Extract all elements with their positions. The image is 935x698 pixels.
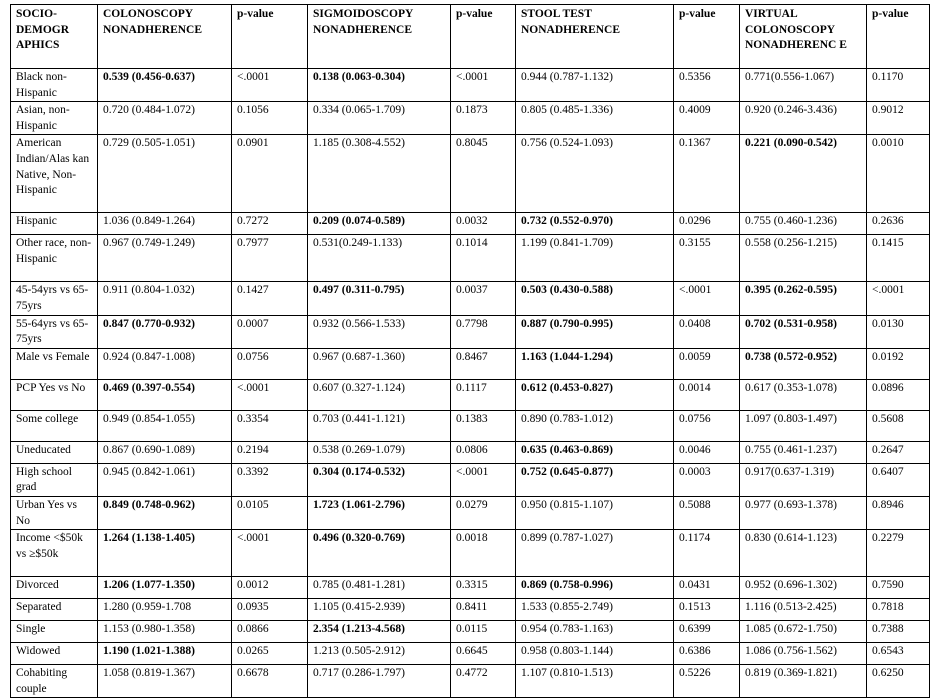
stool-test-p-value-cell: <.0001 bbox=[674, 282, 740, 315]
row-label: Uneducated bbox=[11, 441, 98, 463]
virtual-colonoscopy-or-cell: 1.086 (0.756-1.562) bbox=[740, 643, 867, 665]
virtual-colonoscopy-p-value-cell: 0.0192 bbox=[867, 348, 930, 379]
stool-test-p-value-cell: 0.4009 bbox=[674, 102, 740, 135]
table-row bbox=[11, 463, 930, 496]
colonoscopy-or-cell: 1.264 (1.138-1.405) bbox=[98, 530, 232, 577]
stool-test-p-value-cell: 0.6399 bbox=[674, 621, 740, 643]
sigmoidoscopy-or-cell: 0.334 (0.065-1.709) bbox=[308, 102, 451, 135]
table-row bbox=[11, 441, 930, 463]
header-stool-test: STOOL TEST NONADHERENCE bbox=[516, 5, 674, 69]
table-row bbox=[11, 348, 930, 379]
sigmoidoscopy-or-cell: 0.538 (0.269-1.079) bbox=[308, 441, 451, 463]
colonoscopy-or-cell: 0.469 (0.397-0.554) bbox=[98, 379, 232, 410]
virtual-colonoscopy-p-value-cell: 0.1415 bbox=[867, 235, 930, 282]
virtual-colonoscopy-or-cell: 1.085 (0.672-1.750) bbox=[740, 621, 867, 643]
virtual-colonoscopy-p-value-cell: 0.2279 bbox=[867, 530, 930, 577]
stool-test-or-cell: 1.199 (0.841-1.709) bbox=[516, 235, 674, 282]
table-row bbox=[11, 530, 930, 577]
colonoscopy-p-value-cell: 0.0012 bbox=[232, 577, 308, 599]
sigmoidoscopy-or-cell: 0.496 (0.320-0.769) bbox=[308, 530, 451, 577]
header-socio-demographics: SOCIO-DEMOGR APHICS bbox=[11, 5, 98, 69]
stool-test-or-cell: 1.533 (0.855-2.749) bbox=[516, 599, 674, 621]
sigmoidoscopy-p-value-cell: <.0001 bbox=[451, 463, 516, 496]
virtual-colonoscopy-or-cell: 1.097 (0.803-1.497) bbox=[740, 410, 867, 441]
colonoscopy-or-cell: 1.206 (1.077-1.350) bbox=[98, 577, 232, 599]
row-label: High school grad bbox=[11, 463, 98, 496]
virtual-colonoscopy-or-cell: 0.558 (0.256-1.215) bbox=[740, 235, 867, 282]
colonoscopy-or-cell: 1.036 (0.849-1.264) bbox=[98, 213, 232, 235]
virtual-colonoscopy-or-cell: 0.395 (0.262-0.595) bbox=[740, 282, 867, 315]
stool-test-or-cell: 0.869 (0.758-0.996) bbox=[516, 577, 674, 599]
colonoscopy-or-cell: 0.867 (0.690-1.089) bbox=[98, 441, 232, 463]
table-row bbox=[11, 102, 930, 135]
sigmoidoscopy-or-cell: 0.932 (0.566-1.533) bbox=[308, 315, 451, 348]
colonoscopy-p-value-cell: 0.0105 bbox=[232, 496, 308, 529]
row-label: Other race, non-Hispanic bbox=[11, 235, 98, 282]
sigmoidoscopy-or-cell: 2.354 (1.213-4.568) bbox=[308, 621, 451, 643]
colonoscopy-p-value-cell: 0.6678 bbox=[232, 665, 308, 698]
virtual-colonoscopy-p-value-cell: 0.0010 bbox=[867, 135, 930, 213]
sigmoidoscopy-p-value-cell: 0.8467 bbox=[451, 348, 516, 379]
colonoscopy-p-value-cell: 0.7977 bbox=[232, 235, 308, 282]
table-row bbox=[11, 599, 930, 621]
colonoscopy-or-cell: 0.849 (0.748-0.962) bbox=[98, 496, 232, 529]
virtual-colonoscopy-or-cell: 0.830 (0.614-1.123) bbox=[740, 530, 867, 577]
virtual-colonoscopy-p-value-cell: 0.7818 bbox=[867, 599, 930, 621]
row-label: 55-64yrs vs 65-75yrs bbox=[11, 315, 98, 348]
sigmoidoscopy-p-value-cell: 0.6645 bbox=[451, 643, 516, 665]
table-row bbox=[11, 621, 930, 643]
virtual-colonoscopy-p-value-cell: 0.6543 bbox=[867, 643, 930, 665]
sigmoidoscopy-p-value-cell: 0.0037 bbox=[451, 282, 516, 315]
sigmoidoscopy-p-value-cell: 0.4772 bbox=[451, 665, 516, 698]
row-label: Hispanic bbox=[11, 213, 98, 235]
table-row bbox=[11, 135, 930, 213]
sigmoidoscopy-or-cell: 0.209 (0.074-0.589) bbox=[308, 213, 451, 235]
colonoscopy-or-cell: 1.190 (1.021-1.388) bbox=[98, 643, 232, 665]
colonoscopy-p-value-cell: 0.0935 bbox=[232, 599, 308, 621]
sigmoidoscopy-or-cell: 0.304 (0.174-0.532) bbox=[308, 463, 451, 496]
stool-test-p-value-cell: 0.1174 bbox=[674, 530, 740, 577]
stool-test-p-value-cell: 0.0431 bbox=[674, 577, 740, 599]
stool-test-p-value-cell: 0.0046 bbox=[674, 441, 740, 463]
colonoscopy-p-value-cell: <.0001 bbox=[232, 379, 308, 410]
row-label: Income <$50k vs ≥$50k bbox=[11, 530, 98, 577]
virtual-colonoscopy-p-value-cell: 0.7590 bbox=[867, 577, 930, 599]
virtual-colonoscopy-or-cell: 0.617 (0.353-1.078) bbox=[740, 379, 867, 410]
colonoscopy-p-value-cell: <.0001 bbox=[232, 530, 308, 577]
virtual-colonoscopy-p-value-cell: 0.6407 bbox=[867, 463, 930, 496]
sigmoidoscopy-or-cell: 0.138 (0.063-0.304) bbox=[308, 69, 451, 102]
sigmoidoscopy-p-value-cell: 0.1014 bbox=[451, 235, 516, 282]
colonoscopy-p-value-cell: 0.0265 bbox=[232, 643, 308, 665]
colonoscopy-or-cell: 1.280 (0.959-1.708 bbox=[98, 599, 232, 621]
header-virtual-colonoscopy: VIRTUAL COLONOSCOPY NONADHERENC E bbox=[740, 5, 867, 69]
stool-test-or-cell: 0.732 (0.552-0.970) bbox=[516, 213, 674, 235]
row-label: Single bbox=[11, 621, 98, 643]
colonoscopy-or-cell: 0.847 (0.770-0.932) bbox=[98, 315, 232, 348]
stool-test-or-cell: 0.954 (0.783-1.163) bbox=[516, 621, 674, 643]
row-label: Urban Yes vs No bbox=[11, 496, 98, 529]
sigmoidoscopy-p-value-cell: <.0001 bbox=[451, 69, 516, 102]
virtual-colonoscopy-or-cell: 0.738 (0.572-0.952) bbox=[740, 348, 867, 379]
stool-test-p-value-cell: 0.6386 bbox=[674, 643, 740, 665]
sigmoidoscopy-p-value-cell: 0.0032 bbox=[451, 213, 516, 235]
sigmoidoscopy-p-value-cell: 0.0018 bbox=[451, 530, 516, 577]
sigmoidoscopy-or-cell: 0.497 (0.311-0.795) bbox=[308, 282, 451, 315]
stool-test-p-value-cell: 0.0059 bbox=[674, 348, 740, 379]
colonoscopy-or-cell: 0.729 (0.505-1.051) bbox=[98, 135, 232, 213]
stool-test-p-value-cell: 0.5088 bbox=[674, 496, 740, 529]
colonoscopy-p-value-cell: 0.3354 bbox=[232, 410, 308, 441]
stool-test-or-cell: 0.899 (0.787-1.027) bbox=[516, 530, 674, 577]
virtual-colonoscopy-or-cell: 0.977 (0.693-1.378) bbox=[740, 496, 867, 529]
stool-test-or-cell: 0.612 (0.453-0.827) bbox=[516, 379, 674, 410]
sigmoidoscopy-or-cell: 0.703 (0.441-1.121) bbox=[308, 410, 451, 441]
virtual-colonoscopy-p-value-cell: <.0001 bbox=[867, 282, 930, 315]
stool-test-p-value-cell: 0.5356 bbox=[674, 69, 740, 102]
header-p-value: p-value bbox=[867, 5, 930, 69]
virtual-colonoscopy-or-cell: 0.771(0.556-1.067) bbox=[740, 69, 867, 102]
row-label: American Indian/Alas kan Native, Non-Hispanic bbox=[11, 135, 98, 213]
header-row bbox=[11, 5, 930, 69]
header-colonoscopy: COLONOSCOPY NONADHERENCE bbox=[98, 5, 232, 69]
odds-ratio-table bbox=[10, 4, 930, 698]
colonoscopy-or-cell: 0.911 (0.804-1.032) bbox=[98, 282, 232, 315]
stool-test-or-cell: 0.752 (0.645-0.877) bbox=[516, 463, 674, 496]
virtual-colonoscopy-or-cell: 0.920 (0.246-3.436) bbox=[740, 102, 867, 135]
colonoscopy-or-cell: 1.153 (0.980-1.358) bbox=[98, 621, 232, 643]
virtual-colonoscopy-p-value-cell: 0.9012 bbox=[867, 102, 930, 135]
colonoscopy-or-cell: 0.924 (0.847-1.008) bbox=[98, 348, 232, 379]
virtual-colonoscopy-or-cell: 0.755 (0.460-1.236) bbox=[740, 213, 867, 235]
colonoscopy-or-cell: 0.945 (0.842-1.061) bbox=[98, 463, 232, 496]
stool-test-or-cell: 0.756 (0.524-1.093) bbox=[516, 135, 674, 213]
stool-test-p-value-cell: 0.0756 bbox=[674, 410, 740, 441]
table-row bbox=[11, 577, 930, 599]
stool-test-or-cell: 1.163 (1.044-1.294) bbox=[516, 348, 674, 379]
colonoscopy-p-value-cell: 0.1056 bbox=[232, 102, 308, 135]
colonoscopy-p-value-cell: 0.0756 bbox=[232, 348, 308, 379]
virtual-colonoscopy-p-value-cell: 0.5608 bbox=[867, 410, 930, 441]
virtual-colonoscopy-p-value-cell: 0.6250 bbox=[867, 665, 930, 698]
virtual-colonoscopy-or-cell: 0.952 (0.696-1.302) bbox=[740, 577, 867, 599]
sigmoidoscopy-p-value-cell: 0.1873 bbox=[451, 102, 516, 135]
sigmoidoscopy-p-value-cell: 0.0279 bbox=[451, 496, 516, 529]
colonoscopy-p-value-cell: 0.0007 bbox=[232, 315, 308, 348]
colonoscopy-or-cell: 1.058 (0.819-1.367) bbox=[98, 665, 232, 698]
stool-test-p-value-cell: 0.0408 bbox=[674, 315, 740, 348]
row-label: Asian, non-Hispanic bbox=[11, 102, 98, 135]
virtual-colonoscopy-p-value-cell: 0.1170 bbox=[867, 69, 930, 102]
virtual-colonoscopy-p-value-cell: 0.2636 bbox=[867, 213, 930, 235]
colonoscopy-or-cell: 0.720 (0.484-1.072) bbox=[98, 102, 232, 135]
virtual-colonoscopy-or-cell: 0.755 (0.461-1.237) bbox=[740, 441, 867, 463]
stool-test-or-cell: 0.503 (0.430-0.588) bbox=[516, 282, 674, 315]
colonoscopy-p-value-cell: 0.2194 bbox=[232, 441, 308, 463]
table-row bbox=[11, 410, 930, 441]
header-p-value: p-value bbox=[232, 5, 308, 69]
sigmoidoscopy-p-value-cell: 0.0115 bbox=[451, 621, 516, 643]
virtual-colonoscopy-p-value-cell: 0.7388 bbox=[867, 621, 930, 643]
row-label: Cohabiting couple bbox=[11, 665, 98, 698]
colonoscopy-or-cell: 0.539 (0.456-0.637) bbox=[98, 69, 232, 102]
header-p-value: p-value bbox=[451, 5, 516, 69]
row-label: Male vs Female bbox=[11, 348, 98, 379]
stool-test-or-cell: 0.890 (0.783-1.012) bbox=[516, 410, 674, 441]
stool-test-or-cell: 0.887 (0.790-0.995) bbox=[516, 315, 674, 348]
row-label: 45-54yrs vs 65-75yrs bbox=[11, 282, 98, 315]
sigmoidoscopy-or-cell: 1.213 (0.505-2.912) bbox=[308, 643, 451, 665]
sigmoidoscopy-p-value-cell: 0.1117 bbox=[451, 379, 516, 410]
virtual-colonoscopy-p-value-cell: 0.8946 bbox=[867, 496, 930, 529]
stool-test-p-value-cell: 0.0296 bbox=[674, 213, 740, 235]
header-p-value: p-value bbox=[674, 5, 740, 69]
table-row bbox=[11, 379, 930, 410]
virtual-colonoscopy-p-value-cell: 0.0130 bbox=[867, 315, 930, 348]
stool-test-p-value-cell: 0.0003 bbox=[674, 463, 740, 496]
stool-test-p-value-cell: 0.1367 bbox=[674, 135, 740, 213]
stool-test-or-cell: 0.805 (0.485-1.336) bbox=[516, 102, 674, 135]
stool-test-or-cell: 1.107 (0.810-1.513) bbox=[516, 665, 674, 698]
sigmoidoscopy-p-value-cell: 0.8411 bbox=[451, 599, 516, 621]
virtual-colonoscopy-or-cell: 0.917(0.637-1.319) bbox=[740, 463, 867, 496]
stool-test-or-cell: 0.958 (0.803-1.144) bbox=[516, 643, 674, 665]
stool-test-or-cell: 0.950 (0.815-1.107) bbox=[516, 496, 674, 529]
stool-test-or-cell: 0.635 (0.463-0.869) bbox=[516, 441, 674, 463]
stool-test-or-cell: 0.944 (0.787-1.132) bbox=[516, 69, 674, 102]
sigmoidoscopy-p-value-cell: 0.3315 bbox=[451, 577, 516, 599]
colonoscopy-p-value-cell: 0.0901 bbox=[232, 135, 308, 213]
sigmoidoscopy-or-cell: 1.723 (1.061-2.796) bbox=[308, 496, 451, 529]
table-row bbox=[11, 282, 930, 315]
table-row bbox=[11, 665, 930, 698]
colonoscopy-p-value-cell: 0.0866 bbox=[232, 621, 308, 643]
colonoscopy-p-value-cell: 0.1427 bbox=[232, 282, 308, 315]
colonoscopy-or-cell: 0.967 (0.749-1.249) bbox=[98, 235, 232, 282]
sigmoidoscopy-or-cell: 0.607 (0.327-1.124) bbox=[308, 379, 451, 410]
colonoscopy-p-value-cell: 0.7272 bbox=[232, 213, 308, 235]
row-label: Some college bbox=[11, 410, 98, 441]
colonoscopy-p-value-cell: 0.3392 bbox=[232, 463, 308, 496]
sigmoidoscopy-or-cell: 0.967 (0.687-1.360) bbox=[308, 348, 451, 379]
sigmoidoscopy-p-value-cell: 0.8045 bbox=[451, 135, 516, 213]
virtual-colonoscopy-p-value-cell: 0.0896 bbox=[867, 379, 930, 410]
stool-test-p-value-cell: 0.3155 bbox=[674, 235, 740, 282]
table-row bbox=[11, 69, 930, 102]
table-row bbox=[11, 643, 930, 665]
virtual-colonoscopy-or-cell: 0.221 (0.090-0.542) bbox=[740, 135, 867, 213]
table-row bbox=[11, 213, 930, 235]
virtual-colonoscopy-or-cell: 1.116 (0.513-2.425) bbox=[740, 599, 867, 621]
stool-test-p-value-cell: 0.5226 bbox=[674, 665, 740, 698]
sigmoidoscopy-p-value-cell: 0.0806 bbox=[451, 441, 516, 463]
sigmoidoscopy-or-cell: 0.785 (0.481-1.281) bbox=[308, 577, 451, 599]
row-label: PCP Yes vs No bbox=[11, 379, 98, 410]
colonoscopy-or-cell: 0.949 (0.854-1.055) bbox=[98, 410, 232, 441]
table-row bbox=[11, 235, 930, 282]
sigmoidoscopy-or-cell: 0.717 (0.286-1.797) bbox=[308, 665, 451, 698]
row-label: Black non-Hispanic bbox=[11, 69, 98, 102]
stool-test-p-value-cell: 0.0014 bbox=[674, 379, 740, 410]
sigmoidoscopy-or-cell: 1.105 (0.415-2.939) bbox=[308, 599, 451, 621]
sigmoidoscopy-or-cell: 0.531(0.249-1.133) bbox=[308, 235, 451, 282]
stool-test-p-value-cell: 0.1513 bbox=[674, 599, 740, 621]
sigmoidoscopy-p-value-cell: 0.1383 bbox=[451, 410, 516, 441]
row-label: Separated bbox=[11, 599, 98, 621]
colonoscopy-p-value-cell: <.0001 bbox=[232, 69, 308, 102]
row-label: Divorced bbox=[11, 577, 98, 599]
table-row bbox=[11, 496, 930, 529]
virtual-colonoscopy-or-cell: 0.819 (0.369-1.821) bbox=[740, 665, 867, 698]
sigmoidoscopy-p-value-cell: 0.7798 bbox=[451, 315, 516, 348]
virtual-colonoscopy-or-cell: 0.702 (0.531-0.958) bbox=[740, 315, 867, 348]
sigmoidoscopy-or-cell: 1.185 (0.308-4.552) bbox=[308, 135, 451, 213]
row-label: Widowed bbox=[11, 643, 98, 665]
header-sigmoidoscopy: SIGMOIDOSCOPY NONADHERENCE bbox=[308, 5, 451, 69]
virtual-colonoscopy-p-value-cell: 0.2647 bbox=[867, 441, 930, 463]
table-row bbox=[11, 315, 930, 348]
